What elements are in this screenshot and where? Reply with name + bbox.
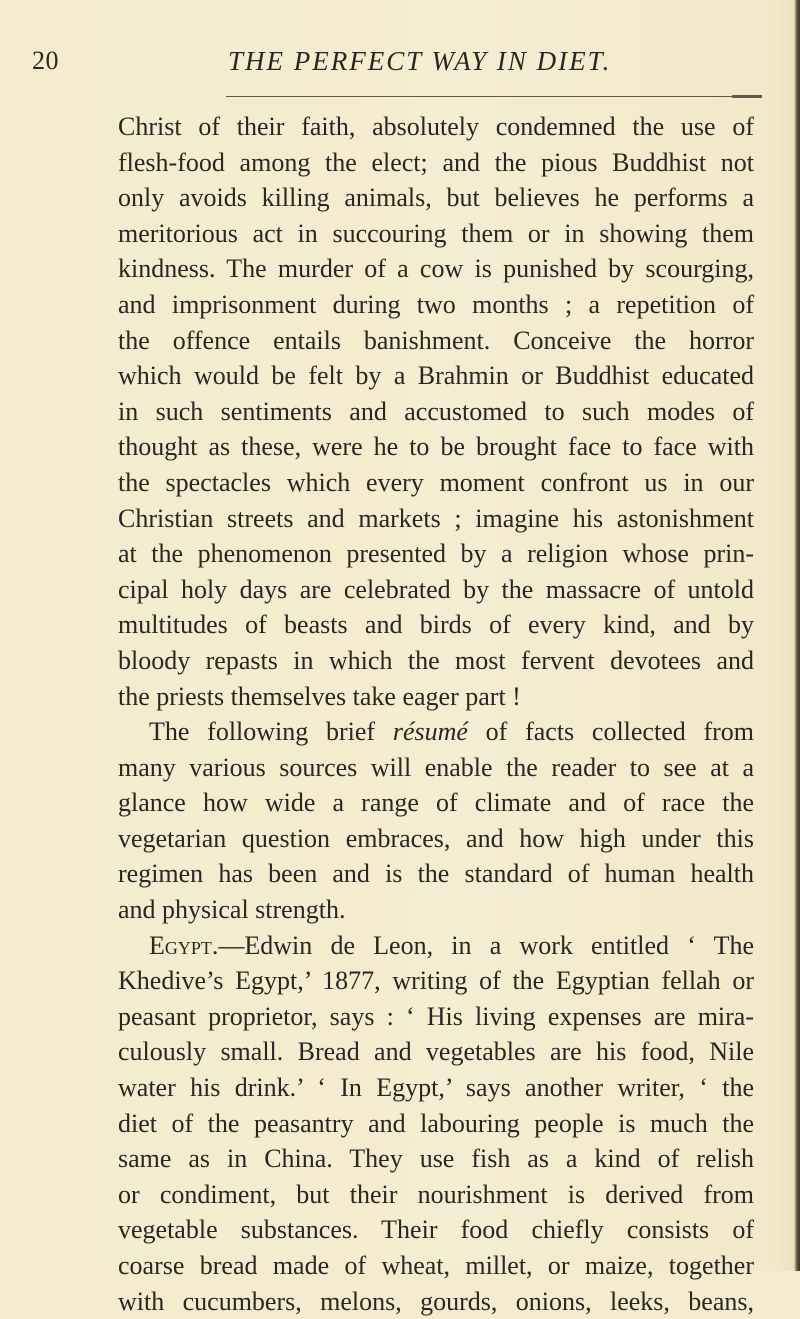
page-number: 20 xyxy=(32,46,59,75)
text-line: thought as these, were he to be brought face to face with xyxy=(118,432,754,462)
section-heading: Egypt xyxy=(149,930,212,960)
italic-term: résumé xyxy=(392,717,468,747)
header-rule xyxy=(226,96,762,97)
text-line: Khedive’s Egypt,’ 1877, writing of the Egyptian fellah or xyxy=(118,966,754,996)
text-line: bloody repasts in which the most fervent devotees and xyxy=(118,645,754,675)
text-line: culously small. Bread and vegetables are his food, Nile xyxy=(118,1037,754,1067)
text-line: vegetarian question embraces, and how high under this xyxy=(118,823,754,853)
text-line: peasant proprietor, says : ‘ His living expenses are mira- xyxy=(118,1001,754,1031)
text-line: multitudes of beasts and birds of every kind, and by xyxy=(118,610,754,640)
text-line: same as in China. They use fish as a kind of relish xyxy=(118,1144,754,1174)
text-line: the spectacles which every moment confront us in our xyxy=(118,467,754,497)
text-fragment: of facts collected from xyxy=(467,717,755,747)
text-line: flesh-food among the elect; and the pious Buddhist not xyxy=(118,147,754,177)
text-fragment: .—Edwin de Leon, in a work entitled ‘ The xyxy=(211,930,754,960)
text-line: in such sentiments and accustomed to such modes of xyxy=(118,396,754,426)
text-line: vegetable substances. Their food chiefly consists of xyxy=(118,1215,754,1245)
text-line: coarse bread made of wheat, millet, or maize, together xyxy=(118,1251,754,1280)
text-line: which would be felt by a Brahmin or Buddhist educated xyxy=(118,361,754,391)
text-line: regimen has been and is the standard of human health xyxy=(118,859,754,889)
text-line: and imprisonment during two months ; a repetition of xyxy=(118,289,754,319)
text-line: cipal holy days are celebrated by the massacre of untold xyxy=(118,574,754,604)
text-line: diet of the peasantry and labouring people is much the xyxy=(118,1108,754,1138)
running-title: THE PERFECT WAY IN DIET. xyxy=(228,46,612,76)
text-line xyxy=(118,714,754,750)
text-line: the priests themselves take eager part ! xyxy=(118,681,521,711)
page-header xyxy=(0,46,800,86)
text-line: the offence entails banishment. Conceive the horror xyxy=(118,325,754,355)
body-text xyxy=(118,109,754,1319)
text-line: and physical strength. xyxy=(118,895,346,925)
text-line: at the phenomenon presented by a religion whose prin- xyxy=(118,539,754,569)
text-line xyxy=(118,928,754,964)
text-line: Christian streets and markets ; imagine his astonishment xyxy=(118,503,754,533)
text-line: with cucumbers, melons, gourds, onions, leeks, beans, xyxy=(118,1286,754,1316)
text-line: glance how wide a range of climate and of race the xyxy=(118,788,754,818)
page-edge-shadow xyxy=(794,0,800,1271)
text-line: or condiment, but their nourishment is derived from xyxy=(118,1179,754,1209)
text-line: Christ of their faith, absolutely condemned the use of xyxy=(118,112,754,141)
text-line: water his drink.’ ‘ In Egypt,’ says another writer, ‘ the xyxy=(118,1073,754,1103)
text-fragment: The following brief xyxy=(149,717,393,747)
text-line: kindness. The murder of a cow is punished by scourging, xyxy=(118,254,754,284)
text-line: meritorious act in succouring them or in showing them xyxy=(118,218,754,248)
text-line: many various sources will enable the reader to see at a xyxy=(118,752,754,782)
text-line: only avoids killing animals, but believes he performs a xyxy=(118,183,754,213)
